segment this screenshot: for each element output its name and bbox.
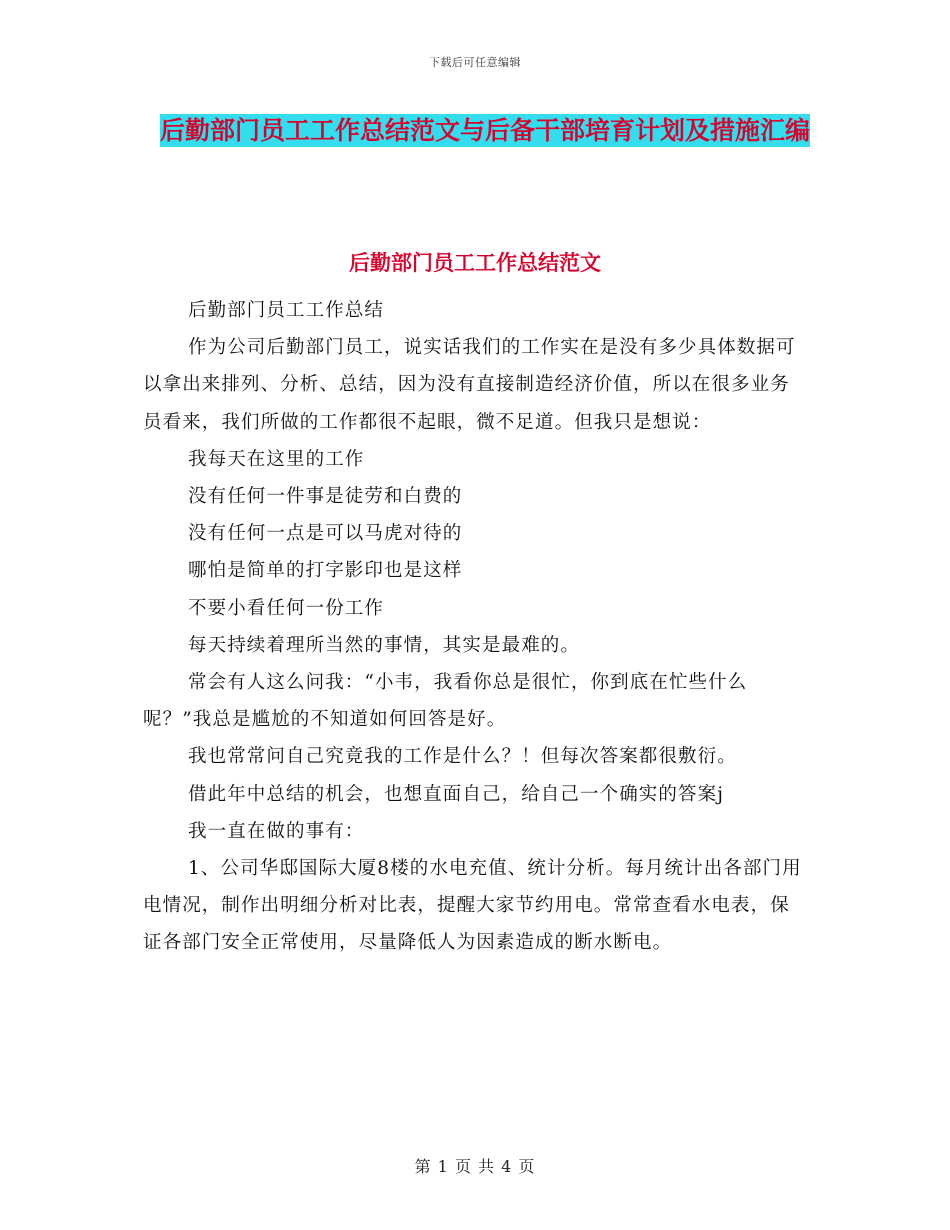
paragraph: 没有任何一件事是徒劳和白费的	[188, 486, 463, 508]
paragraph: 我也常常问自己究竟我的工作是什么？！但每次答案都很敷衍。	[188, 746, 737, 768]
page-number: 第 1 页 共 4 页	[414, 1157, 536, 1176]
paragraph: 作为公司后勤部门员工，说实话我们的工作实在是没有多少具体数据可以拿出来排列、分析、总结，因为没有直接制造经济价值，所以在很多业务员看来，我们所做的工作都很不起眼，微不足道。但我只是想说：	[143, 337, 796, 433]
document-body	[143, 292, 808, 962]
paragraph: 后勤部门员工工作总结	[188, 300, 385, 321]
paragraph: 常会有人这么问我：“小韦，我看你总是很忙，你到底在忙些什么呢？”我总是尴尬的不知道如何回答是好。	[143, 672, 748, 731]
document-title	[140, 108, 830, 154]
document-title-text: 后勤部门员工工作总结范文与后备干部培育计划及措施汇编	[159, 116, 810, 145]
paragraph: 借此年中总结的机会，也想直面自己，给自己一个确实的答案j	[188, 783, 725, 805]
paragraph: 1、公司华邸国际大厦8楼的水电充值、统计分析。每月统计出各部门用电情况，制作出明细分析对比表，提醒大家节约用电。常常查看水电表，保证各部门安全正常使用，尽量降低人为因素造成的断水断电。	[143, 858, 802, 954]
section-title: 后勤部门员工工作总结范文	[349, 251, 601, 275]
paragraph: 每天持续着理所当然的事情，其实是最难的。	[188, 634, 581, 656]
header-note: 下载后可任意编辑	[429, 56, 521, 69]
paragraph: 哪怕是简单的打字影印也是这样	[188, 560, 463, 582]
paragraph: 我一直在做的事有：	[188, 820, 365, 842]
paragraph: 不要小看任何一份工作	[188, 597, 385, 619]
paragraph: 我每天在这里的工作	[188, 448, 365, 470]
paragraph: 没有任何一点是可以马虎对待的	[188, 523, 463, 545]
